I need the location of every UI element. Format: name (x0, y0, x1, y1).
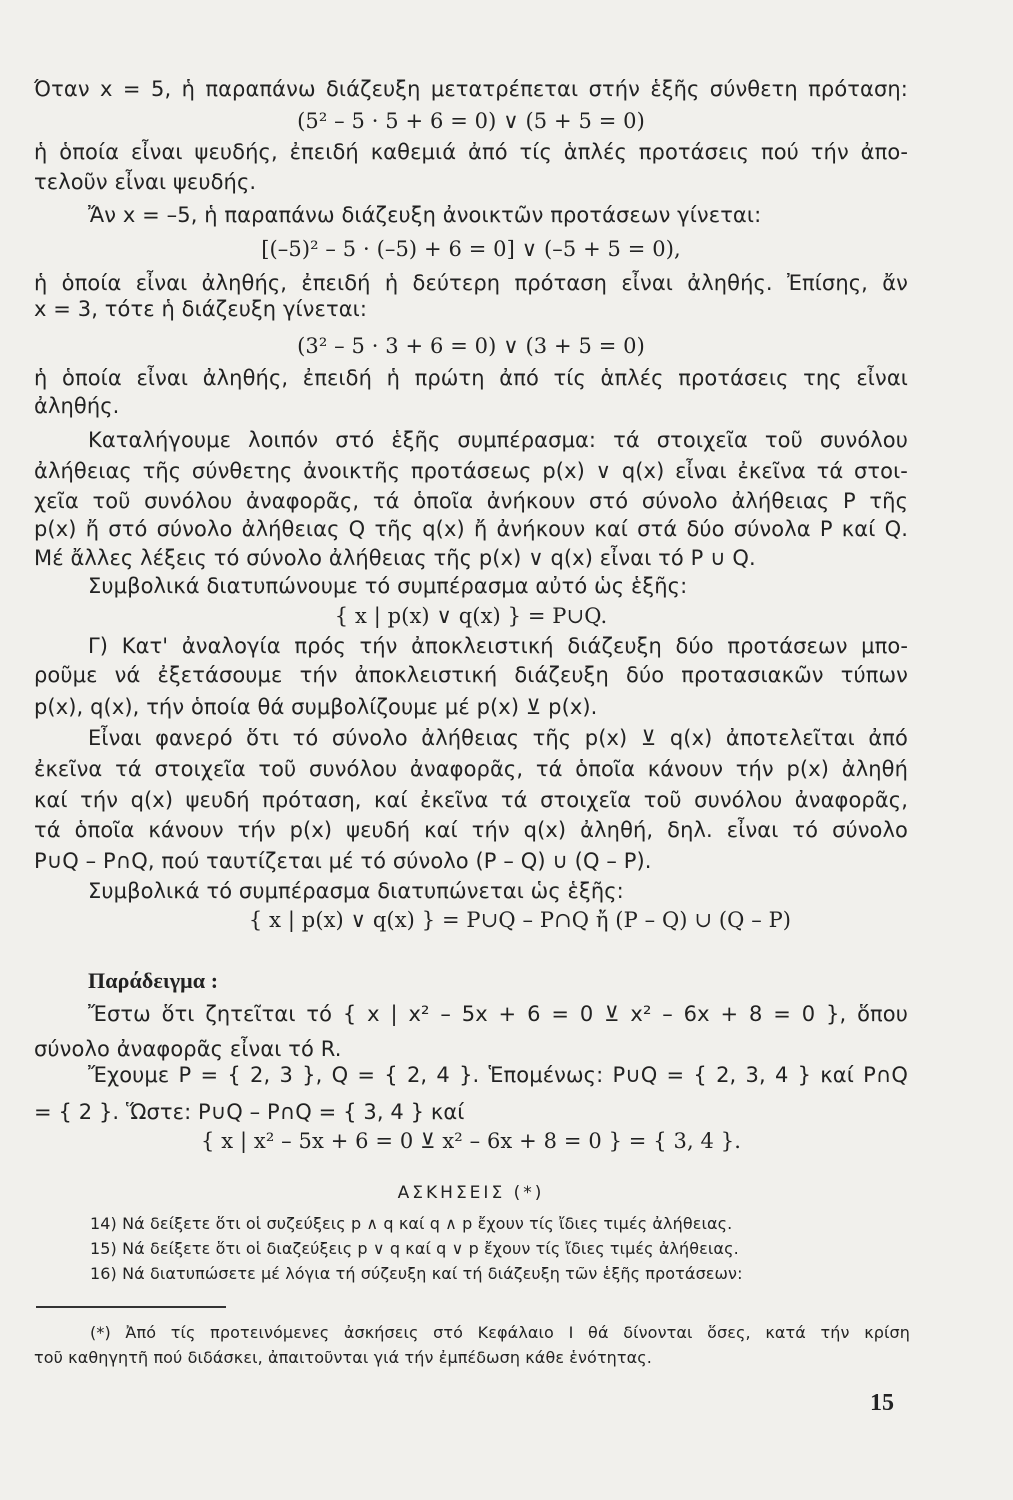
footnote-divider (36, 1306, 226, 1308)
footnote-text: (*) Ἀπό τίς προτεινόμενες ἀσκήσεις στό Κεφάλαιο I θά δίνονται ὅσες, κατά τήν κρίση (90, 1323, 910, 1342)
text-line: Συμβολικά διατυπώνουμε τό συμπέρασμα αὐτό ὡς ἑξῆς: (88, 574, 688, 598)
text-line: Όταν x = 5, ἡ παραπάνω διάζευξη μετατρέπεται στήν ἑξῆς σύνθετη πρόταση: (34, 77, 908, 101)
text-line: Καταλήγουμε λοιπόν στό ἑξῆς συμπέρασμα: τά στοιχεῖα τοῦ συνόλου (88, 428, 908, 452)
exercise-item: 14) Νά δείξετε ὅτι οἱ συζεύξεις p ∧ q καί q ∧ p ἔχουν τίς ἴδιες τιμές ἀλήθειας. (90, 1214, 733, 1233)
text-line: = { 2 }. Ὥστε: P∪Q – P∩Q = { 3, 4 } καί (34, 1100, 465, 1124)
text-line: Ἔχουμε P = { 2, 3 }, Q = { 2, 4 }. Ἑπομένως: P∪Q = { 2, 3, 4 } καί P∩Q (88, 1063, 908, 1087)
text-line: Γ) Κατ' ἀναλογία πρός τήν ἀποκλειστική διάζευξη δύο προτάσεων μπο- (88, 634, 908, 658)
text-line: x = 3, τότε ἡ διάζευξη γίνεται: (34, 297, 368, 321)
page-number: 15 (870, 1390, 894, 1416)
formula-line: [(–5)² – 5 · (–5) + 6 = 0] ∨ (–5 + 5 = 0), (261, 237, 681, 261)
text-line: ἡ ὁποία εἶναι ψευδής, ἐπειδή καθεμιά ἀπό τίς ἁπλές προτάσεις πού τήν ἀπο- (34, 140, 908, 164)
text-line: καί τήν q(x) ψευδή πρόταση, καί ἐκεῖνα τά στοιχεῖα τοῦ συνόλου ἀναφορᾶς, (34, 788, 908, 812)
exercise-item: 16) Νά διατυπώσετε μέ λόγια τή σύζευξη καί τή διάζευξη τῶν ἑξῆς προτάσεων: (90, 1264, 743, 1283)
text-line: σύνολο ἀναφορᾶς εἶναι τό R. (34, 1037, 342, 1061)
text-line: ἀληθής. (34, 394, 120, 418)
text-line: Ἔστω ὅτι ζητεῖται τό { x | x² – 5x + 6 = 0 ⊻ x² – 6x + 8 = 0 }, ὅπου (88, 1002, 908, 1026)
text-line: p(x) ἤ στό σύνολο ἀλήθειας Q τῆς q(x) ἤ ἀνήκουν καί στά δύο σύνολα P καί Q. (34, 517, 908, 541)
formula-line: (3² – 5 · 3 + 6 = 0) ∨ (3 + 5 = 0) (297, 334, 645, 358)
footnote-text: τοῦ καθηγητῆ πού διδάσκει, ἀπαιτοῦνται γιά τήν ἐμπέδωση κάθε ἑνότητας. (34, 1348, 652, 1367)
exercises-heading: ΑΣΚΗΣΕΙΣ (*) (397, 1183, 545, 1203)
text-line: Μέ ἄλλες λέξεις τό σύνολο ἀλήθειας τῆς p(x) ∨ q(x) εἶναι τό P ∪ Q. (34, 546, 756, 570)
formula-line: { x | p(x) ∨ q(x) } = P∪Q. (334, 604, 608, 628)
text-line: ροῦμε νά ἐξετάσουμε τήν ἀποκλειστική διάζευξη δύο προτασιακῶν τύπων (34, 663, 908, 687)
text-line: ἡ ὁποία εἶναι ἀληθής, ἐπειδή ἡ πρώτη ἀπό τίς ἁπλές προτάσεις της εἶναι (34, 366, 908, 390)
text-line: χεῖα τοῦ συνόλου ἀναφορᾶς, τά ὁποῖα ἀνήκουν στό σύνολο ἀλήθειας P τῆς (34, 489, 908, 513)
text-line: P∪Q – P∩Q, πού ταυτίζεται μέ τό σύνολο (P – Q) ∪ (Q – P). (34, 849, 652, 873)
text-line: ἀλήθειας τῆς σύνθετης ἀνοικτῆς προτάσεως p(x) ∨ q(x) εἶναι ἐκεῖνα τά στοι- (34, 459, 908, 483)
example-heading: Παράδειγμα : (88, 968, 219, 993)
exercise-item: 15) Νά δείξετε ὅτι οἱ διαζεύξεις p ∨ q καί q ∨ p ἔχουν τίς ἴδιες τιμές ἀλήθειας. (90, 1239, 739, 1258)
formula-line: { x | x² – 5x + 6 = 0 ⊻ x² – 6x + 8 = 0 } = { 3, 4 }. (201, 1129, 741, 1153)
text-line: p(x), q(x), τήν ὁποία θά συμβολίζουμε μέ p(x) ⊻ p(x). (34, 695, 598, 719)
formula-line: (5² – 5 · 5 + 6 = 0) ∨ (5 + 5 = 0) (297, 109, 645, 133)
text-line: ἐκεῖνα τά στοιχεῖα τοῦ συνόλου ἀναφορᾶς, τά ὁποῖα κάνουν τήν p(x) ἀληθή (34, 757, 908, 781)
text-line: Ἄν x = –5, ἡ παραπάνω διάζευξη ἀνοικτῶν προτάσεων γίνεται: (88, 203, 762, 227)
text-line: τά ὁποῖα κάνουν τήν p(x) ψευδή καί τήν q(x) ἀληθή, δηλ. εἶναι τό σύνολο (34, 818, 908, 842)
text-line: ἡ ὁποία εἶναι ἀληθής, ἐπειδή ἡ δεύτερη πρόταση εἶναι ἀληθής. Ἐπίσης, ἄν (34, 271, 908, 295)
text-line: τελοῦν εἶναι ψευδής. (34, 170, 257, 194)
formula-line: { x | p(x) ∨ q(x) } = P∪Q – P∩Q ἤ (P – Q) ∪ (Q – P) (248, 908, 792, 932)
text-line: Συμβολικά τό συμπέρασμα διατυπώνεται ὡς ἑξῆς: (88, 879, 624, 903)
text-line: Εἶναι φανερό ὅτι τό σύνολο ἀλήθειας τῆς p(x) ⊻ q(x) ἀποτελεῖται ἀπό (88, 726, 908, 750)
